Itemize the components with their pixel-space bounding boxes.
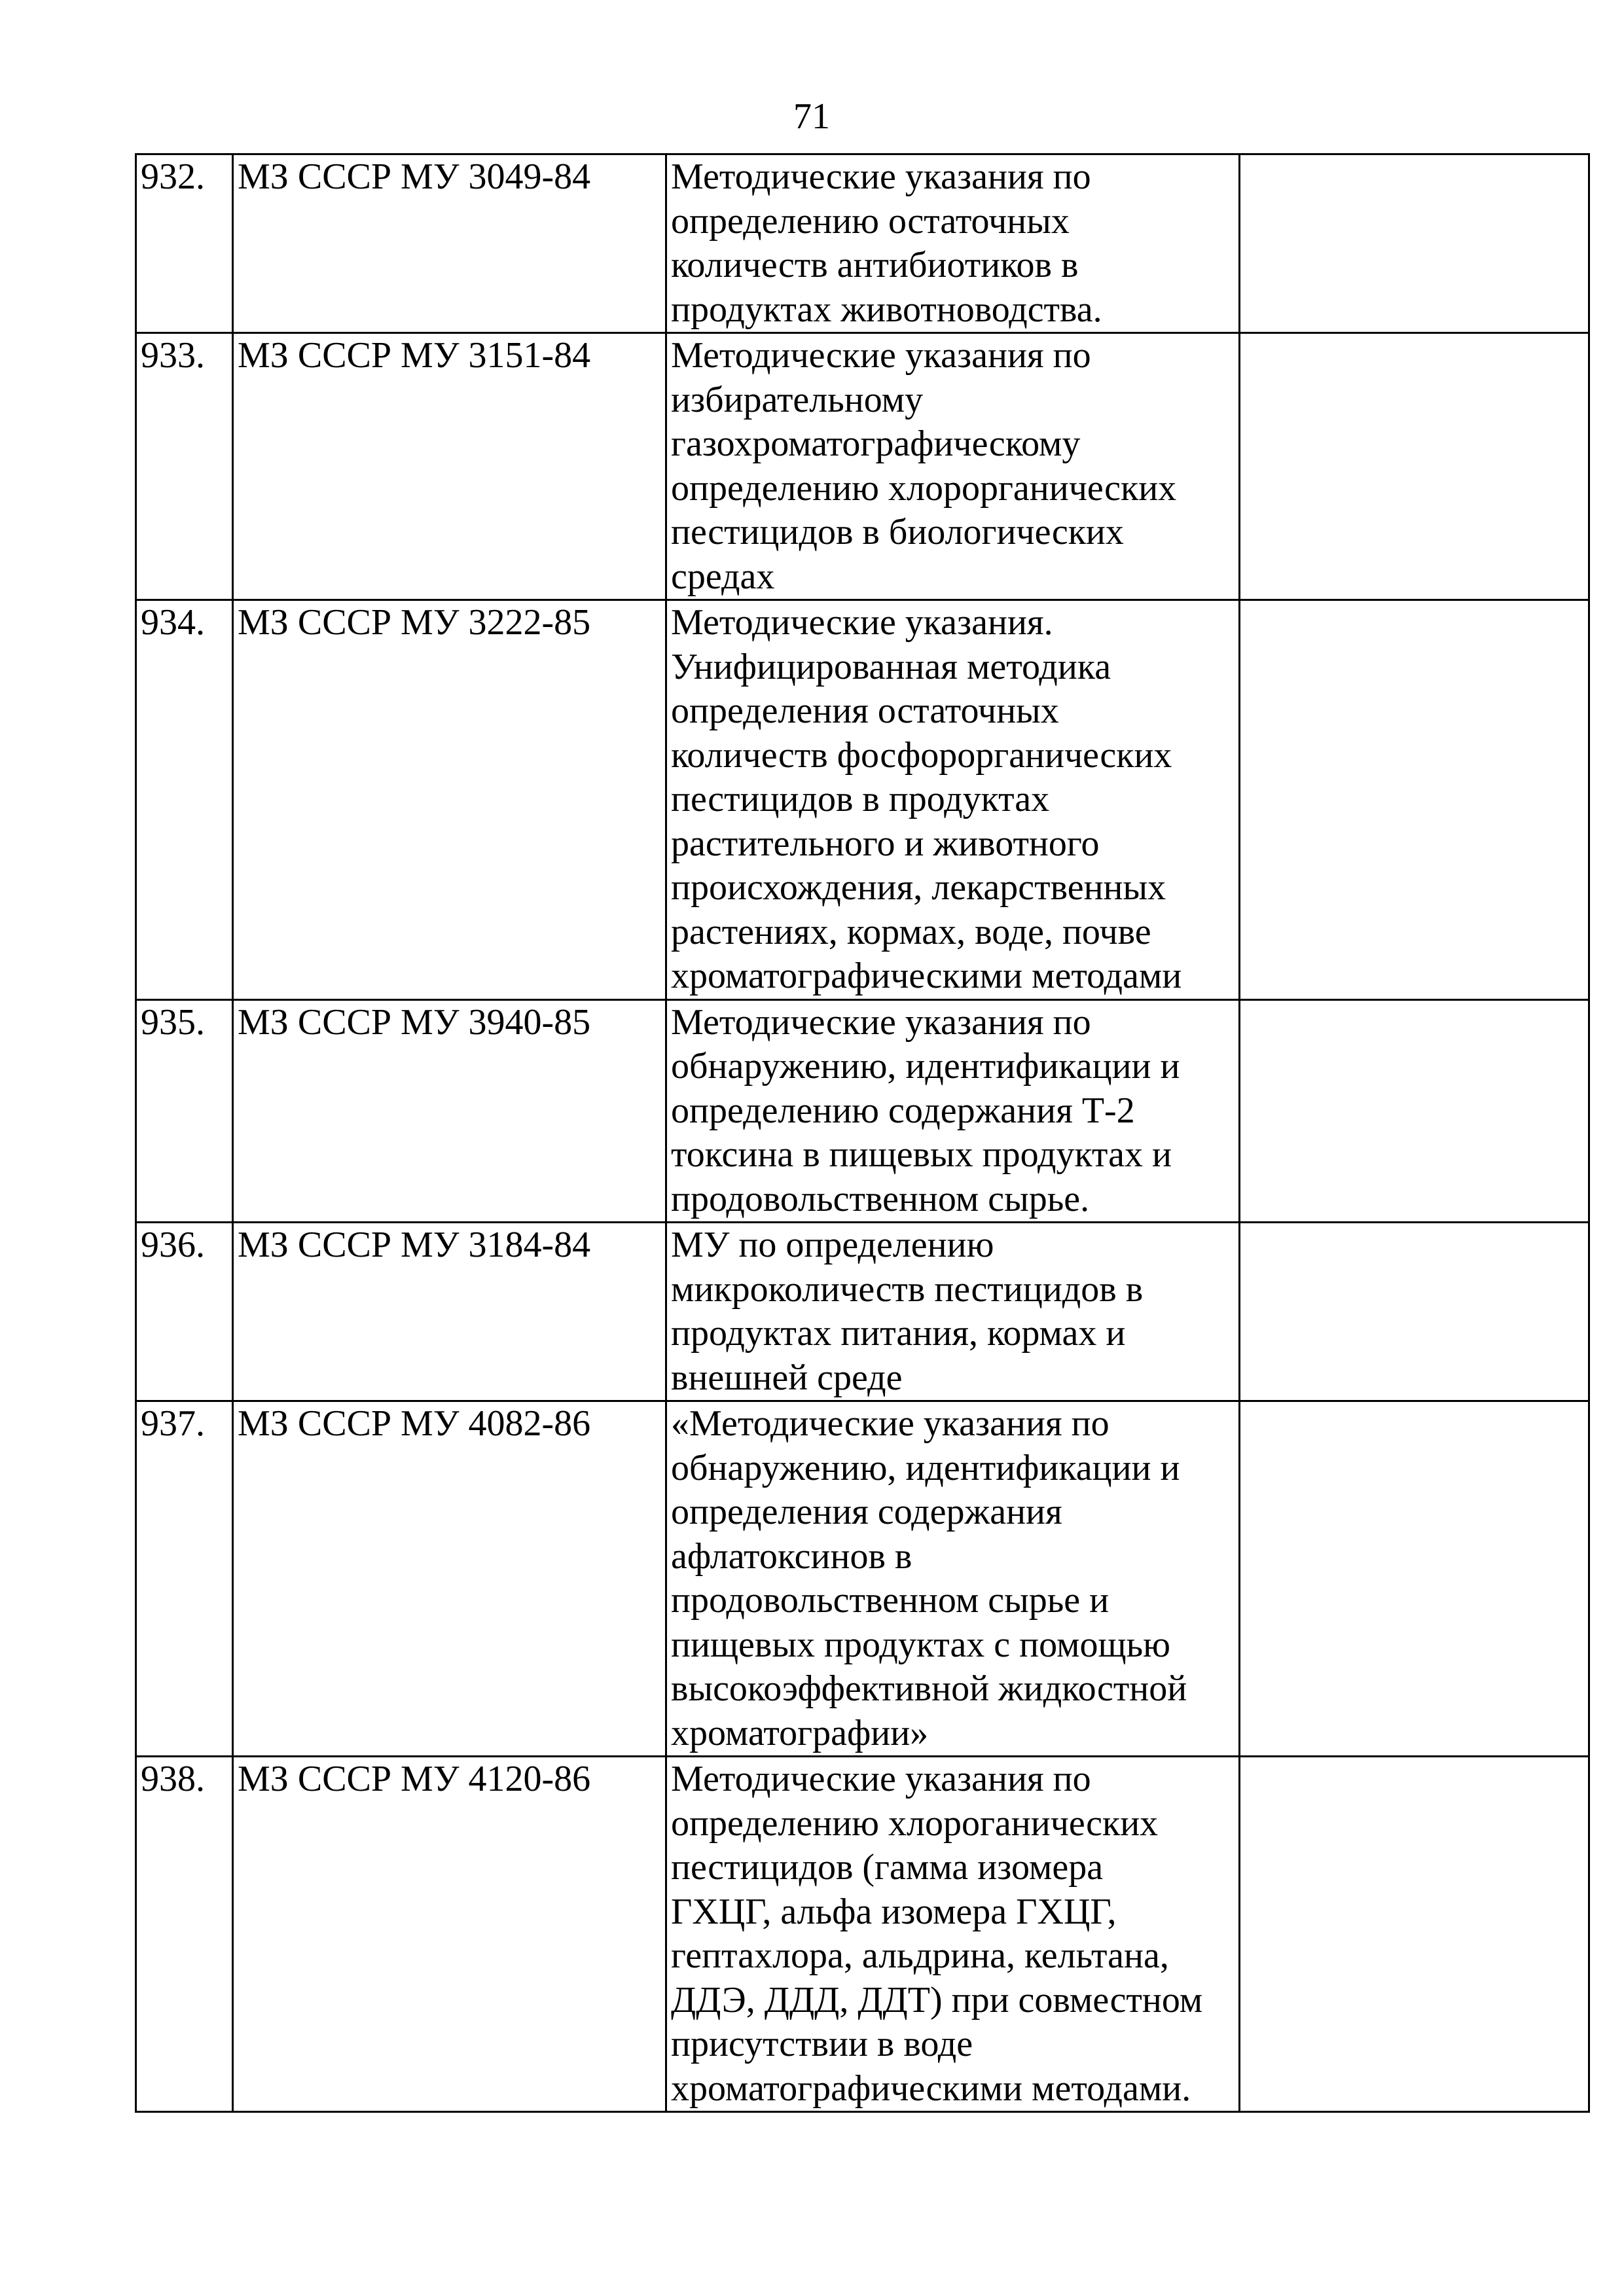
title-line: хроматографии» [671, 1712, 929, 1753]
document-code: МЗ СССР МУ 3940-85 [233, 999, 666, 1223]
note-cell [1240, 999, 1589, 1223]
title-line: количеств фосфорорганических [671, 734, 1172, 776]
table-row [136, 999, 1589, 1223]
row-number: 934. [136, 600, 233, 1000]
page-number: 71 [793, 96, 830, 137]
row-number: 937. [136, 1401, 233, 1757]
note-cell [1240, 1223, 1589, 1401]
document-title [666, 999, 1240, 1223]
title-line: ГХЦГ, альфа изомера ГХЦГ, [671, 1891, 1117, 1932]
title-line: происхождения, лекарственных [671, 867, 1166, 908]
title-line: МУ по определению [671, 1225, 994, 1265]
title-line: пестицидов в биологических [671, 512, 1124, 552]
title-line: продовольственном сырье и [671, 1580, 1110, 1621]
table-row [136, 1401, 1589, 1757]
document-code: МЗ СССР МУ 4082-86 [233, 1401, 666, 1757]
title-line: продовольственном сырье. [671, 1178, 1090, 1219]
title-line: растениях, кормах, воде, почве [671, 911, 1151, 952]
row-number: 932. [136, 154, 233, 333]
table-row [136, 154, 1589, 333]
title-line: Методические указания. [671, 602, 1053, 643]
table-row [136, 1757, 1589, 2112]
title-line: присутствии в воде [671, 2024, 973, 2064]
title-line: «Методические указания по [671, 1403, 1110, 1444]
row-number: 938. [136, 1757, 233, 2112]
title-line: пестицидов в продуктах [671, 779, 1050, 819]
title-line: избирательному [671, 379, 924, 420]
document-title [666, 1401, 1240, 1757]
title-line: Методические указания по [671, 1759, 1091, 1799]
table-row [136, 333, 1589, 600]
title-line: определения содержания [671, 1492, 1062, 1532]
title-line: растительного и животного [671, 823, 1100, 864]
title-line: продуктах питания, кормах и [671, 1313, 1126, 1354]
note-cell [1240, 600, 1589, 1000]
title-line: газохроматографическому [671, 423, 1081, 464]
title-line: средах [671, 556, 775, 597]
title-line: количеств антибиотиков в [671, 245, 1079, 285]
title-line: пищевых продуктах с помощью [671, 1624, 1170, 1665]
document-title [666, 1757, 1240, 2112]
title-line: обнаружению, идентификации и [671, 1046, 1180, 1086]
title-line: определению содержания Т-2 [671, 1090, 1135, 1131]
note-cell [1240, 1757, 1589, 2112]
title-line: токсина в пищевых продуктах и [671, 1134, 1172, 1175]
title-line: хроматографическими методами. [671, 2068, 1191, 2109]
title-line: определению остаточных [671, 200, 1070, 242]
title-line: внешней среде [671, 1357, 903, 1398]
title-line: Унифицированная методика [671, 646, 1111, 687]
title-line: Методические указания по [671, 1001, 1091, 1043]
document-title [666, 600, 1240, 1000]
document-code: МЗ СССР МУ 3184-84 [233, 1223, 666, 1401]
title-line: высокоэффективной жидкостной [671, 1668, 1187, 1709]
document-code: МЗ СССР МУ 3222-85 [233, 600, 666, 1000]
title-line: определения остаточных [671, 691, 1059, 731]
title-line: Методические указания по [671, 335, 1091, 376]
note-cell [1240, 154, 1589, 333]
row-number: 936. [136, 1223, 233, 1401]
title-line: обнаружению, идентификации и [671, 1447, 1180, 1488]
row-number: 933. [136, 333, 233, 600]
document-title [666, 333, 1240, 600]
table-row [136, 1223, 1589, 1401]
document-title [666, 1223, 1240, 1401]
note-cell [1240, 333, 1589, 600]
document-code: МЗ СССР МУ 3151-84 [233, 333, 666, 600]
title-line: микроколичеств пестицидов в [671, 1268, 1144, 1310]
table-body [136, 154, 1589, 2112]
title-line: гептахлора, альдрина, кельтана, [671, 1935, 1169, 1976]
document-code: МЗ СССР МУ 3049-84 [233, 154, 666, 333]
note-cell [1240, 1401, 1589, 1757]
title-line: афлатоксинов в [671, 1535, 912, 1577]
document-title [666, 154, 1240, 333]
title-line: ДДЭ, ДДД, ДДТ) при совместном [671, 1979, 1203, 2020]
document-table [135, 153, 1590, 2113]
title-line: продуктах животноводства. [671, 289, 1102, 330]
title-line: пестицидов (гамма изомера [671, 1847, 1104, 1888]
title-line: Методические указания по [671, 156, 1091, 197]
table-row [136, 600, 1589, 1000]
title-line: определению хлороганических [671, 1803, 1159, 1844]
title-line: хроматографическими методами [671, 956, 1182, 996]
title-line: определению хлорорганических [671, 467, 1177, 509]
row-number: 935. [136, 999, 233, 1223]
document-code: МЗ СССР МУ 4120-86 [233, 1757, 666, 2112]
